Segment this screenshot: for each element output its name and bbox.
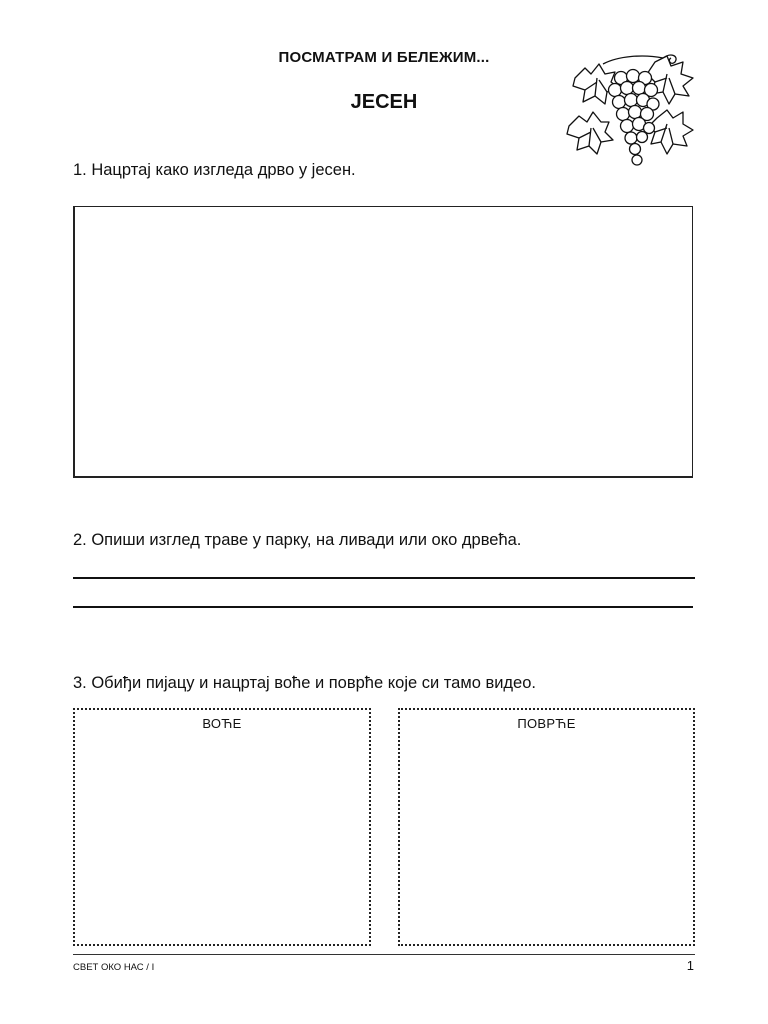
page-number: 1	[686, 958, 694, 973]
tree-drawing-area[interactable]	[73, 206, 693, 478]
question-1: 1. Нацртај како изгледа дрво у јесен.	[73, 161, 356, 179]
answer-line-2[interactable]	[73, 606, 693, 608]
question-2: 2. Опиши изглед траве у парку, на ливади или око дрвећа.	[73, 531, 522, 549]
grapes-icon	[563, 48, 698, 172]
page-title: ЈЕСЕН	[350, 91, 418, 113]
question-3: 3. Обиђи пијацу и нацртај воће и поврће које си тамо видео.	[73, 674, 536, 692]
fruit-label: ВОЋЕ	[202, 716, 242, 731]
footer-divider	[73, 954, 695, 955]
worksheet-subtitle: ПОСМАТРАМ И БЕЛЕЖИМ...	[278, 49, 490, 66]
vegetable-label: ПОВРЋЕ	[517, 716, 576, 731]
answer-line-1[interactable]	[73, 577, 695, 579]
vegetable-drawing-area[interactable]	[398, 708, 695, 946]
fruit-drawing-area[interactable]	[73, 708, 371, 946]
footer-book-title: СВЕТ ОКО НАС / I	[73, 962, 155, 973]
